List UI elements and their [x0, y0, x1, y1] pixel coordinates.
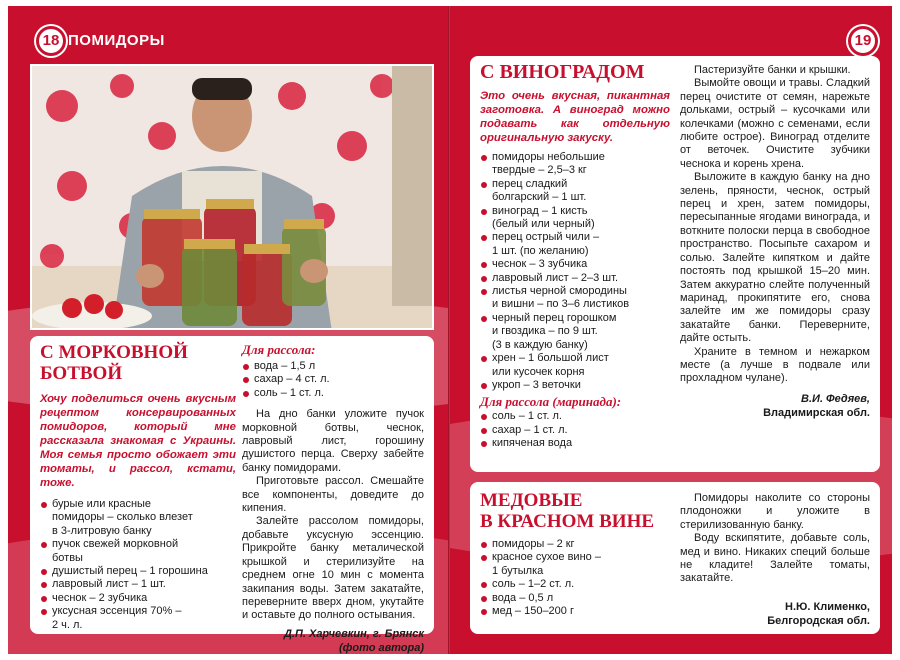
- ingredients-list: [480, 538, 670, 618]
- page-right: [450, 6, 892, 654]
- ingredient-item: в 3-литровую банку: [52, 524, 152, 537]
- ingredient-item: чеснок – 2 зубчика: [40, 592, 236, 605]
- ingredient-item: (3 в каждую банку): [492, 338, 588, 351]
- recipe-intro: Это очень вкусная, пикантная заготовка. А виноград можно подавать как отдельную оригинальную закуску.: [480, 90, 670, 144]
- ingredient-item: и гвоздика – по 9 шт.: [492, 325, 598, 338]
- ingredient-item: помидоры небольшие: [480, 151, 670, 164]
- recipe-card-honey-wine: [470, 482, 880, 634]
- author-signature: Д.П. Харчевкин, г. Брянск: [283, 627, 424, 640]
- page-left: [8, 6, 450, 654]
- ingredient-item: перец острый чили –: [480, 231, 670, 244]
- ingredient-item: 1 бутылка: [492, 564, 544, 577]
- ingredient-item: душистый перец – 1 горошина: [40, 565, 236, 578]
- recipe-steps: [242, 408, 424, 623]
- ingredient-item: перец сладкий: [480, 178, 670, 191]
- recipe-title-line: БОТВОЙ: [40, 363, 123, 384]
- step-paragraph: Пастеризуйте банки и крышки.: [694, 64, 851, 76]
- step-paragraph: Храните в темном и нежарком месте (а лучше в подвале или прохладном чулане).: [680, 345, 870, 385]
- ingredient-item: вода – 1,5 л: [242, 360, 424, 373]
- ingredients-list: [480, 151, 670, 392]
- ingredient-item: лавровый лист – 2–3 шт.: [480, 272, 670, 285]
- recipe-title-line: В КРАСНОМ ВИНЕ: [480, 511, 655, 532]
- recipe-steps: [680, 492, 870, 586]
- ingredient-item: лавровый лист – 1 шт.: [40, 578, 236, 591]
- ingredient-item: ботвы: [52, 551, 83, 564]
- recipe-title: [480, 490, 670, 532]
- recipe-title: [40, 342, 236, 384]
- step-paragraph: Помидоры наколите со стороны плодоножки и уложите в стерилизованную банку.: [680, 492, 870, 531]
- ingredient-item: уксусная эссенция 70% –: [40, 605, 236, 618]
- recipe-title-line: МЕДОВЫЕ: [480, 490, 583, 511]
- page-number: 19: [848, 26, 878, 56]
- recipe-steps: [680, 64, 870, 386]
- recipe-card-grapes: [470, 56, 880, 472]
- step-paragraph: На дно банки уложите пучок морковной ботвы, чеснок, лавровый лист, горошину душистого перца. Сверху забейте банку помидорами.: [242, 408, 424, 474]
- ingredient-item: соль – 1–2 ст. л.: [480, 578, 670, 591]
- ingredient-item: кипяченая вода: [480, 437, 670, 450]
- ingredients-list: [40, 498, 236, 632]
- photo-illustration: [32, 66, 434, 330]
- brine-list: [242, 360, 424, 400]
- ingredient-item: или кусочек корня: [492, 365, 585, 378]
- ingredient-item: красное сухое вино –: [480, 551, 670, 564]
- ingredient-item: 1 шт. (по желанию): [492, 244, 589, 257]
- ingredient-item: болгарский – 1 шт.: [492, 191, 587, 204]
- ingredient-item: мед – 150–200 г: [480, 605, 670, 618]
- brine-list: [480, 410, 670, 450]
- author-region: Владимирская обл.: [763, 406, 870, 419]
- author-region: Белгородская обл.: [767, 614, 870, 627]
- ingredient-item: бурые или красные: [40, 498, 236, 511]
- ingredient-item: (белый или черный): [492, 218, 595, 231]
- recipe-title-line: С МОРКОВНОЙ: [40, 342, 188, 363]
- photo-credit: (фото автора): [339, 641, 424, 654]
- ingredient-item: и вишни – по 3–6 листиков: [492, 298, 630, 311]
- section-title: ПОМИДОРЫ: [68, 32, 165, 49]
- recipe-title: С ВИНОГРАДОМ: [480, 61, 645, 83]
- ingredient-item: соль – 1 ст. л.: [242, 387, 424, 400]
- ingredient-item: пучок свежей морковной: [40, 538, 236, 551]
- magazine-spread: [8, 6, 892, 654]
- ingredient-item: хрен – 1 большой лист: [480, 352, 670, 365]
- ingredient-item: помидоры – сколько влезет: [52, 511, 193, 524]
- ingredient-item: помидоры – 2 кг: [480, 538, 670, 551]
- recipe-intro: Хочу поделиться очень вкусным рецептом консервированных помидоров, который мне рассказала знакомая с Украины. Моя семья просто обожает эти томаты, и рассол, кстати, тоже.: [40, 393, 236, 489]
- ingredient-item: вода – 0,5 л: [480, 592, 670, 605]
- ingredient-item: укроп – 3 веточки: [480, 379, 670, 392]
- ingredient-item: твердые – 2,5–3 кг: [492, 164, 587, 177]
- ingredient-item: чеснок – 3 зубчика: [480, 258, 670, 271]
- ingredient-item: сахар – 1 ст. л.: [480, 424, 670, 437]
- step-paragraph: Выложите в каждую банку на дно зелень, пряности, чеснок, острый перец и хрен, затем помидоры, пересыпанные ягодами винограда, и воткните полоски перца в свободное пространство. Посыпьте сахаром и солью. Залейте кипятком и дайте постоять под крышкой 15–20 мин. Затем аккуратно слейте полученный маринад, прокипятите его, снова залейте им же помидоры сразу закатайте банки. Переверните, дайте остыть.: [680, 171, 870, 345]
- step-paragraph: Вымойте овощи и травы. Сладкий перец очистите от семян, нарежьте дольками, острый – кусочками или колечками (можно с семенами, если любите острое). Виноград отделите от веточек. Очистите зубчики чеснока и корень хрена.: [680, 77, 870, 170]
- brine-title: Для рассола (маринада):: [480, 394, 622, 410]
- step-paragraph: Приготовьте рассол. Смешайте все компоненты, доведите до кипения.: [242, 475, 424, 515]
- step-paragraph: Залейте рассолом помидоры, добавьте уксусную эссенцию. Прикройте банку металической крышкой и стерилизуйте на среднем огне 10 мин с момента закипания воды. Затем закатайте, переверните вверх дном, укутайте и оставьте до полного остывания.: [242, 515, 424, 622]
- ingredient-item: 2 ч. л.: [52, 618, 83, 631]
- page-number: 18: [36, 26, 66, 56]
- author-signature: Н.Ю. Клименко,: [785, 600, 870, 613]
- ingredient-item: сахар – 4 ст. л.: [242, 373, 424, 386]
- ingredient-item: соль – 1 ст. л.: [480, 410, 670, 423]
- ingredient-item: листья черной смородины: [480, 285, 670, 298]
- recipe-card-carrot-tops: [30, 336, 434, 654]
- ingredient-item: черный перец горошком: [480, 312, 670, 325]
- author-signature: В.И. Федяев,: [801, 392, 870, 405]
- brine-title: Для рассола:: [242, 342, 316, 357]
- photo-man-with-jars: [30, 64, 434, 330]
- ingredient-item: виноград – 1 кисть: [480, 205, 670, 218]
- step-paragraph: Воду вскипятите, добавьте соль, мед и вино. Никаких специй больше не кладите! Залейте томаты, закатайте.: [680, 532, 870, 585]
